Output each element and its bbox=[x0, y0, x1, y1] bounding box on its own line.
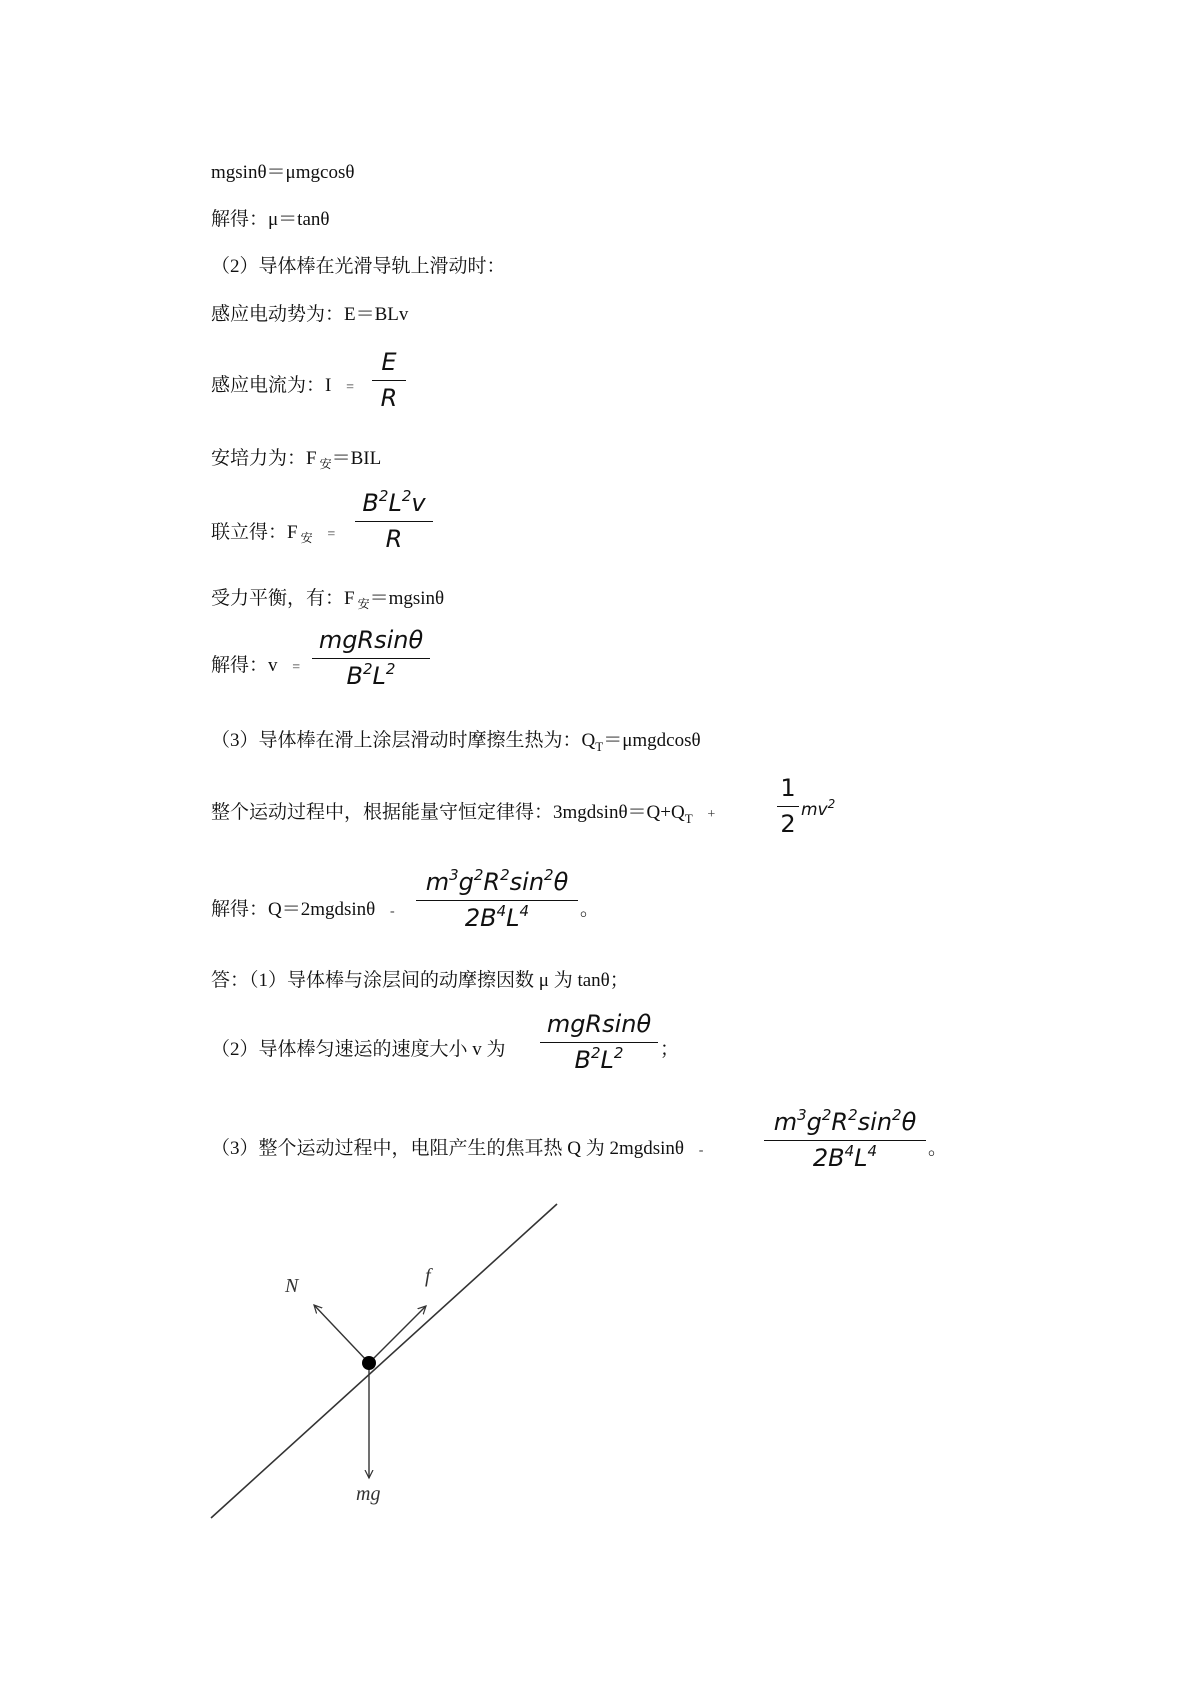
current-prefix: 感应电流为：I bbox=[211, 375, 332, 396]
fraction-numerator: $B^2L^2v$ bbox=[362, 487, 426, 517]
ampere-prefix: 安培力为：F bbox=[211, 448, 317, 469]
answer-1: 答：（1）导体棒与涂层间的动摩擦因数 μ 为 tanθ； bbox=[211, 970, 629, 991]
combined-subscript: 安 bbox=[300, 531, 313, 545]
fraction-denominator: R bbox=[385, 525, 403, 553]
result-mu: 解得：μ＝tanθ bbox=[211, 209, 330, 230]
friction-force-arrow bbox=[369, 1306, 426, 1363]
ampere-subscript: 安 bbox=[319, 457, 332, 471]
friction-prefix: （3）导体棒在滑上涂层滑动时摩擦生热为：Q bbox=[211, 730, 596, 751]
answer-2-prefix: （2）导体棒匀速运的速度大小 v 为 bbox=[211, 1039, 506, 1060]
label-friction: f bbox=[425, 1265, 431, 1287]
equation-line-1: mgsinθ＝μmgcosθ bbox=[211, 162, 355, 183]
equals-sign: = bbox=[346, 380, 354, 395]
fraction-denominator: 2 bbox=[780, 810, 796, 838]
fraction-numerator: E bbox=[381, 348, 397, 376]
energy-prefix: 整个运动过程中，根据能量守恒定律得：3mgdsinθ＝Q+Q bbox=[211, 802, 685, 823]
answer-2-end: ； bbox=[660, 1039, 680, 1060]
fraction-numerator: $m^3g^2R^2\sin^2\theta$ bbox=[773, 1106, 917, 1136]
kinetic-term: $mv^2$ bbox=[801, 797, 836, 820]
emf-line: 感应电动势为：E＝BLv bbox=[211, 304, 409, 325]
balance-suffix: ＝mgsinθ bbox=[369, 588, 445, 609]
fraction-denominator: $2B^4L^4$ bbox=[464, 902, 530, 932]
answer-3-end: 。 bbox=[928, 1138, 948, 1159]
label-normal-force: N bbox=[285, 1275, 299, 1297]
label-gravity: mg bbox=[356, 1483, 381, 1505]
fraction-denominator: $B^2L^2$ bbox=[346, 660, 396, 690]
answer-3-prefix: （3）整个运动过程中，电阻产生的焦耳热 Q 为 2mgdsinθ bbox=[211, 1138, 685, 1159]
part-2-heading: （2）导体棒在光滑导轨上滑动时： bbox=[211, 256, 506, 277]
heat-result-end: 。 bbox=[580, 899, 600, 920]
minus-sign: - bbox=[698, 1143, 704, 1158]
equals-sign: = bbox=[292, 660, 301, 675]
friction-suffix: ＝μmgdcosθ bbox=[603, 730, 701, 751]
fraction-numerator: mgRsinθ bbox=[318, 626, 424, 654]
velocity-prefix: 解得：v bbox=[211, 655, 278, 676]
minus-sign: - bbox=[390, 904, 395, 919]
friction-subscript: T bbox=[595, 739, 604, 754]
normal-force-arrow bbox=[314, 1305, 369, 1363]
combined-prefix: 联立得：F bbox=[211, 522, 298, 543]
equals-sign: = bbox=[327, 527, 336, 542]
fraction-denominator: R bbox=[380, 384, 398, 412]
fraction-denominator: $2B^4L^4$ bbox=[812, 1142, 878, 1172]
heat-result-prefix: 解得：Q＝2mgdsinθ bbox=[211, 899, 376, 920]
fraction-numerator: $m^3g^2R^2\sin^2\theta$ bbox=[425, 866, 569, 896]
fraction-numerator: mgRsinθ bbox=[546, 1010, 652, 1038]
fraction-numerator: 1 bbox=[780, 774, 796, 802]
conductor-rod-dot bbox=[362, 1356, 376, 1370]
ampere-suffix: ＝BIL bbox=[331, 448, 382, 469]
plus-sign: + bbox=[707, 807, 716, 822]
incline-line bbox=[211, 1204, 557, 1518]
balance-subscript: 安 bbox=[357, 597, 370, 611]
fraction-denominator: $B^2L^2$ bbox=[574, 1044, 624, 1074]
balance-prefix: 受力平衡，有：F bbox=[211, 588, 355, 609]
energy-subscript: T bbox=[684, 811, 693, 826]
